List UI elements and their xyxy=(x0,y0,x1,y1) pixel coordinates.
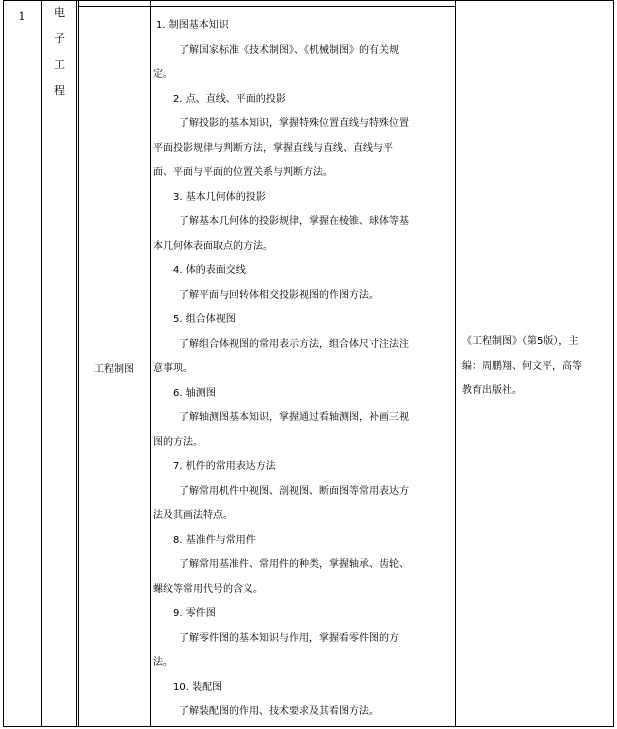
content-line: 了解平面与回转体相交投影视图的作图方法。 xyxy=(179,289,379,301)
content-line: 了解轴测图基本知识，掌握通过看轴测图，补画三视 xyxy=(179,412,409,423)
content-line: 了解组合体视图的常用表示方法，组合体尺寸注法注 xyxy=(179,338,409,350)
reference-line: 编：周鹏翔、何文平，高等 xyxy=(462,360,582,372)
category-char: 程 xyxy=(54,84,65,97)
row-index: 1 xyxy=(18,10,26,23)
table-border-left xyxy=(3,0,4,727)
category-cell xyxy=(43,0,76,104)
section-heading: 3. 基本几何体的投影 xyxy=(173,191,266,203)
column-divider-3 xyxy=(150,0,151,727)
inner-top-rule xyxy=(78,6,455,7)
content-line: 了解常用基准件、常用件的种类，掌握轴承、齿轮、 xyxy=(179,559,409,570)
content-line: 了解常用机件中视图、剖视图、断面图等常用表达方 xyxy=(179,485,409,497)
content-line: 了解投影的基本知识，掌握特殊位置直线与特殊位置 xyxy=(179,118,409,129)
reference-cell xyxy=(462,330,610,404)
content-line: 了解国家标准《技术制图》、《机械制图》的有关规 xyxy=(179,44,399,56)
content-line: 了解零件图的基本知识与作用，掌握看零件图的方 xyxy=(179,632,399,644)
section-heading: 6. 轴测图 xyxy=(173,387,216,399)
section-heading: 7. 机件的常用表达方法 xyxy=(173,461,276,472)
course-name: 工程制图 xyxy=(94,364,134,375)
section-heading: 9. 零件图 xyxy=(173,608,216,619)
column-divider-1 xyxy=(41,0,42,727)
content-line: 螺纹等常用代号的含义。 xyxy=(153,583,263,595)
category-char: 工 xyxy=(54,58,65,71)
content-line: 平面投影规律与判断方法，掌握直线与直线、直线与平 xyxy=(153,142,393,154)
section-heading: 1. 制图基本知识 xyxy=(156,20,229,31)
table-border-bottom xyxy=(3,726,614,727)
content-line: 定。 xyxy=(153,69,173,80)
content-line: 图的方法。 xyxy=(153,436,203,448)
content-cell xyxy=(153,14,451,725)
reference-line: 教育出版社。 xyxy=(462,385,522,396)
section-heading: 10. 装配图 xyxy=(173,681,223,693)
table-border-right xyxy=(613,0,614,727)
column-divider-2b xyxy=(78,0,79,727)
column-divider-4 xyxy=(455,0,456,727)
section-heading: 4. 体的表面交线 xyxy=(173,265,246,276)
content-line: 了解装配图的作用、技术要求及其看图方法。 xyxy=(179,706,379,717)
section-heading: 2. 点、直线、平面的投影 xyxy=(173,93,286,105)
content-line: 法及其画法特点。 xyxy=(153,510,233,521)
category-char: 电 xyxy=(54,6,65,19)
section-heading: 5. 组合体视图 xyxy=(173,314,236,325)
content-line: 意事项。 xyxy=(153,363,193,374)
table-border-top xyxy=(3,0,614,1)
section-heading: 8. 基准件与常用件 xyxy=(173,534,256,546)
content-line: 面、平面与平面的位置关系与判断方法。 xyxy=(153,167,333,178)
reference-line: 《工程制图》（第5版），主 xyxy=(462,336,579,347)
content-line: 本几何体表面取点的方法。 xyxy=(153,240,273,252)
category-char: 子 xyxy=(54,32,65,45)
column-divider-2 xyxy=(76,0,77,727)
content-line: 法。 xyxy=(153,657,173,668)
content-line: 了解基本几何体的投影规律，掌握在棱锥、球体等基 xyxy=(179,216,409,227)
